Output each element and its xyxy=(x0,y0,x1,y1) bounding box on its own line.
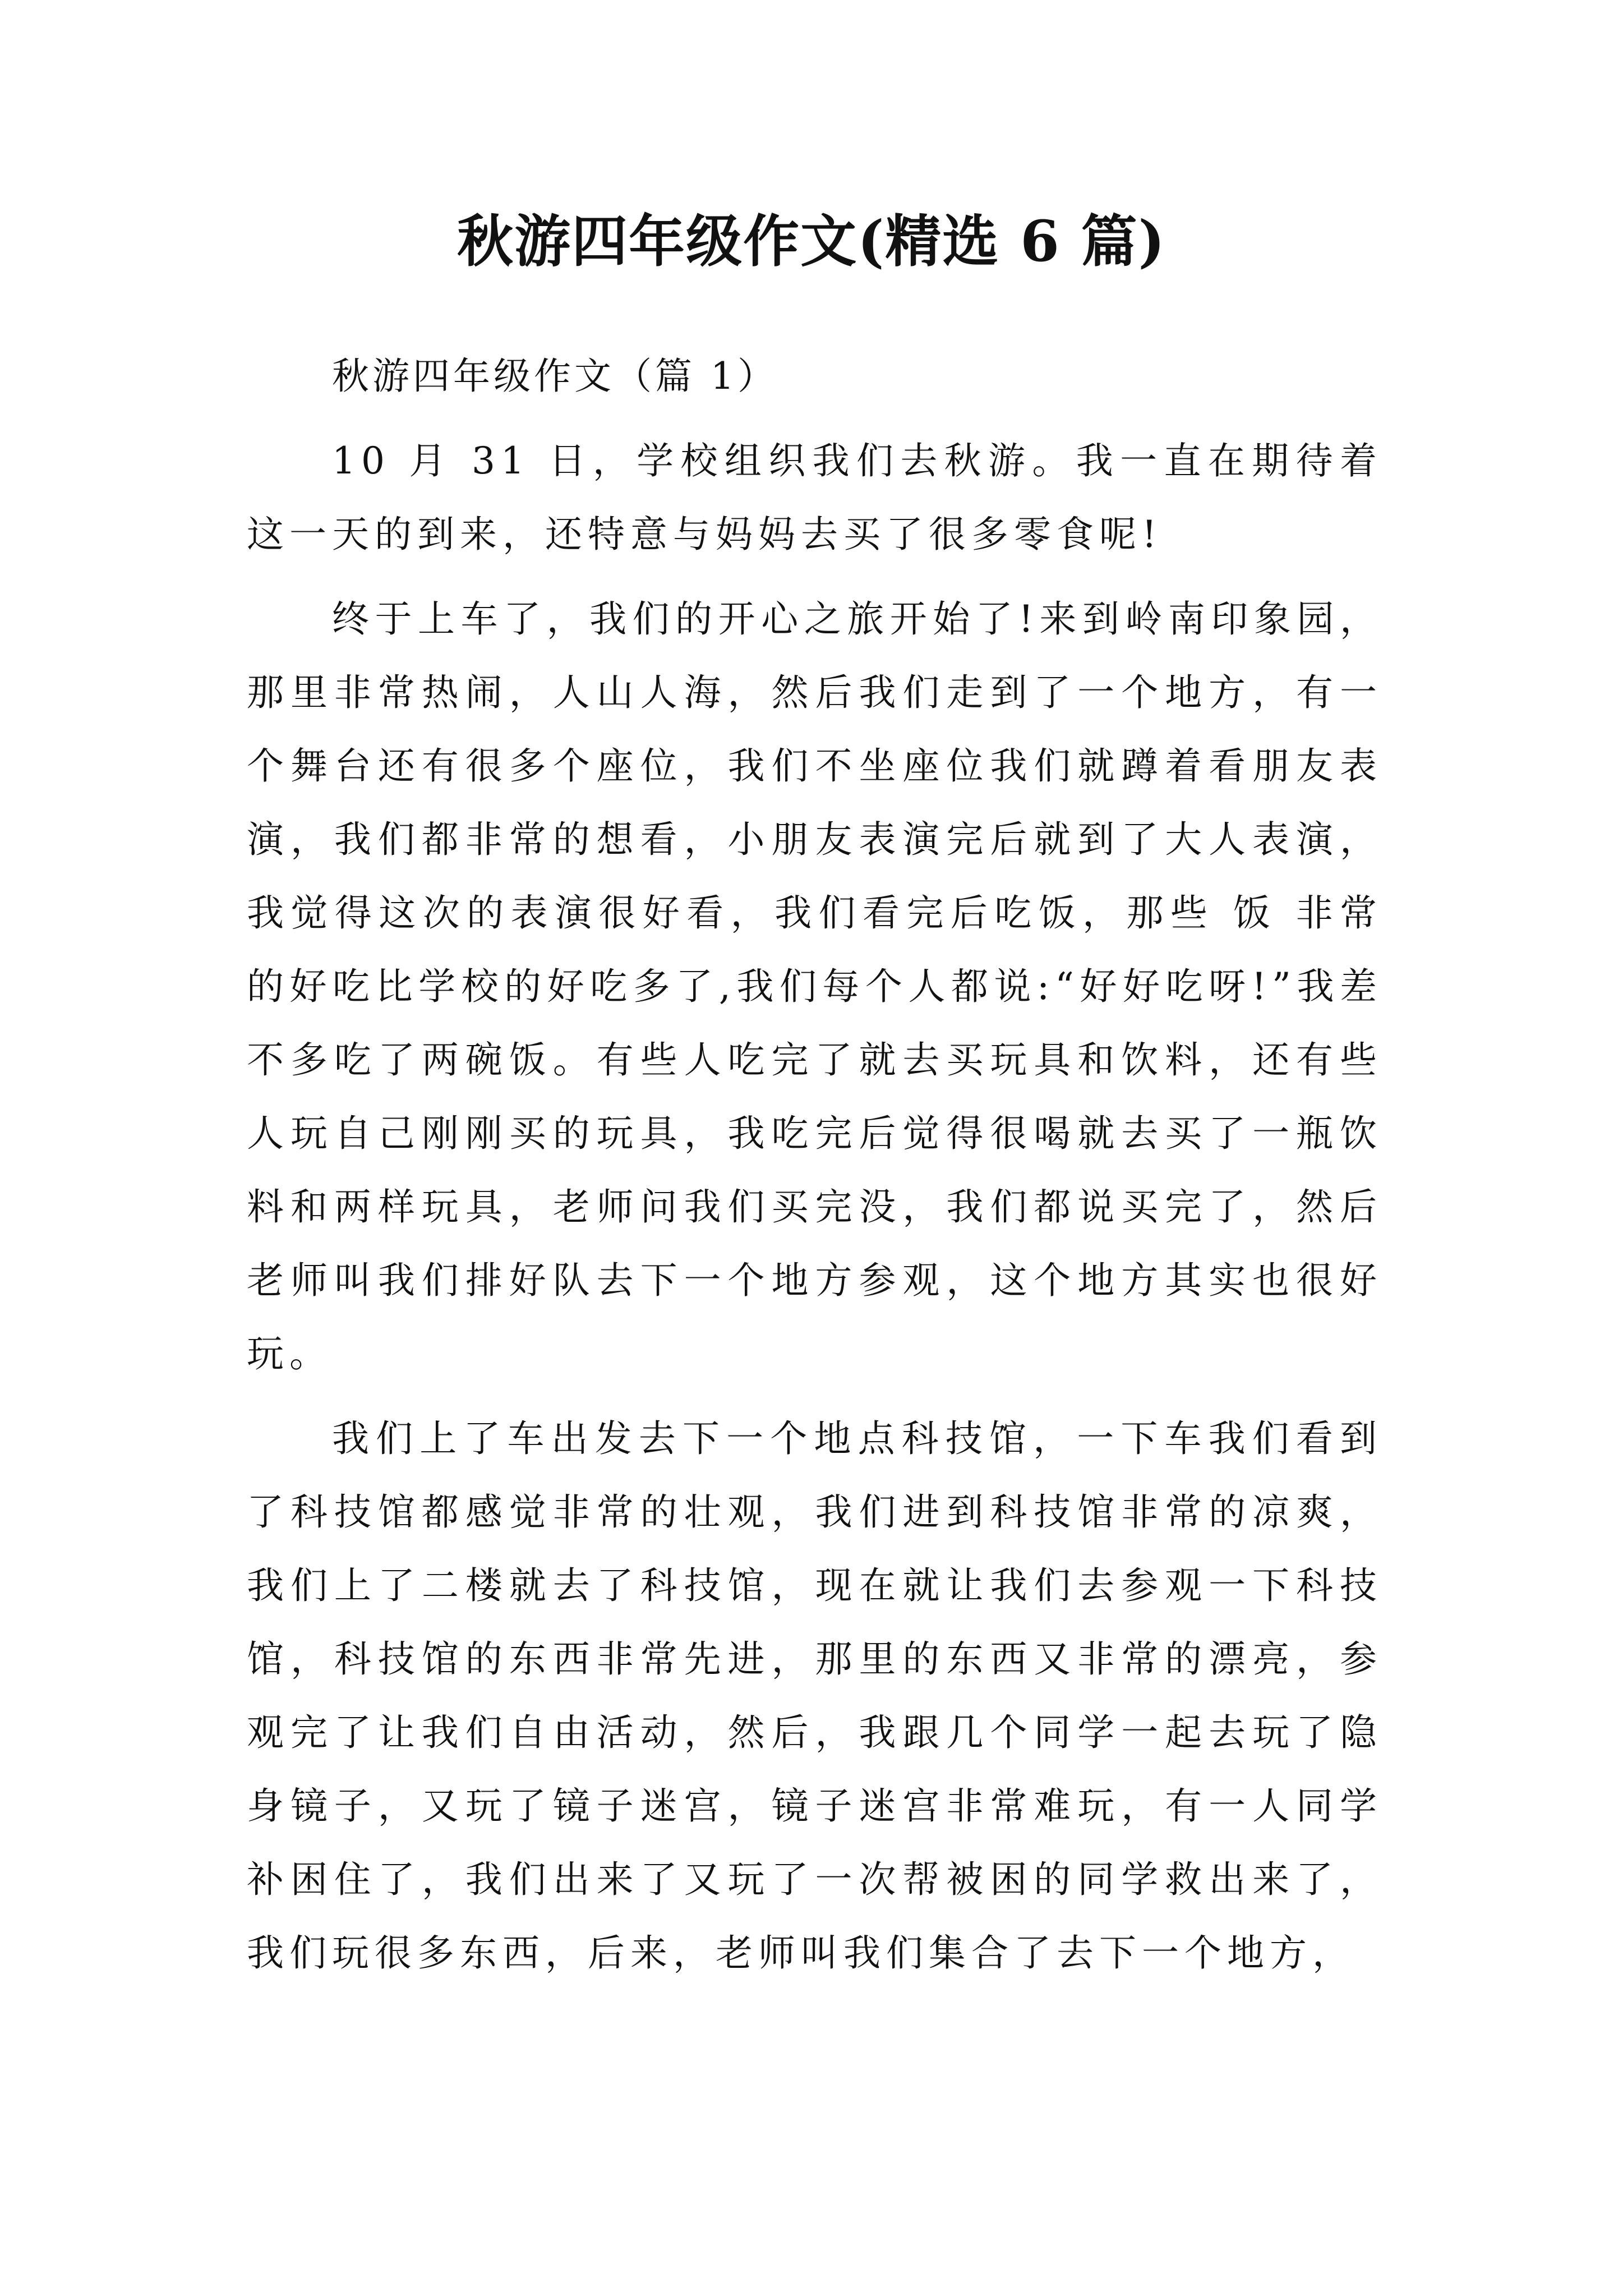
paragraph-2: 终于上车了，我们的开心之旅开始了!来到岭南印象园，那里非常热闹，人山人海，然后我们走到了一个地方，有一个舞台还有很多个座位，我们不坐座位我们就蹲着看朋友表演，我们都非常的想看，小朋友表演完后就到了大人表演，我觉得这次的表演很好看，我们看完后吃饭，那些 饭 非常 的好吃比学校的好吃多了,我们每个人都说:“好好吃呀!”我差不多吃了两碗饭。有些人吃完了就去买玩具和饮料，还有些人玩自己刚刚买的玩具，我吃完后觉得很喝就去买了一瓶饮料和两样玩具，老师问我们买完没，我们都说买完了，然后老师叫我们排好队去下一个地方参观，这个地方其实也很好玩。 xyxy=(247,597,1382,1375)
paragraph-1: 10 月 31 日，学校组织我们去秋游。我一直在期待着这一天的到来，还特意与妈妈去买了很多零食呢! xyxy=(247,439,1382,556)
document-body xyxy=(247,339,1382,1990)
section-heading: 秋游四年级作文（篇 1） xyxy=(332,355,778,398)
paragraph-3: 我们上了车出发去下一个地点科技馆，一下车我们看到了科技馆都感觉非常的壮观，我们进到科技馆非常的凉爽，我们上了二楼就去了科技馆，现在就让我们去参观一下科技馆，科技馆的东西非常先进，那里的东西又非常的漂亮，参观完了让我们自由活动，然后，我跟几个同学一起去玩了隐身镜子，又玩了镜子迷宫，镜子迷宫非常难玩，有一人同学补困住了，我们出来了又玩了一次帮被困的同学救出来了，我们玩很多东西，后来，老师叫我们集合了去下一个地方， xyxy=(247,1417,1382,1975)
document-title: 秋游四年级作文(精选 6 篇) xyxy=(457,208,1166,274)
